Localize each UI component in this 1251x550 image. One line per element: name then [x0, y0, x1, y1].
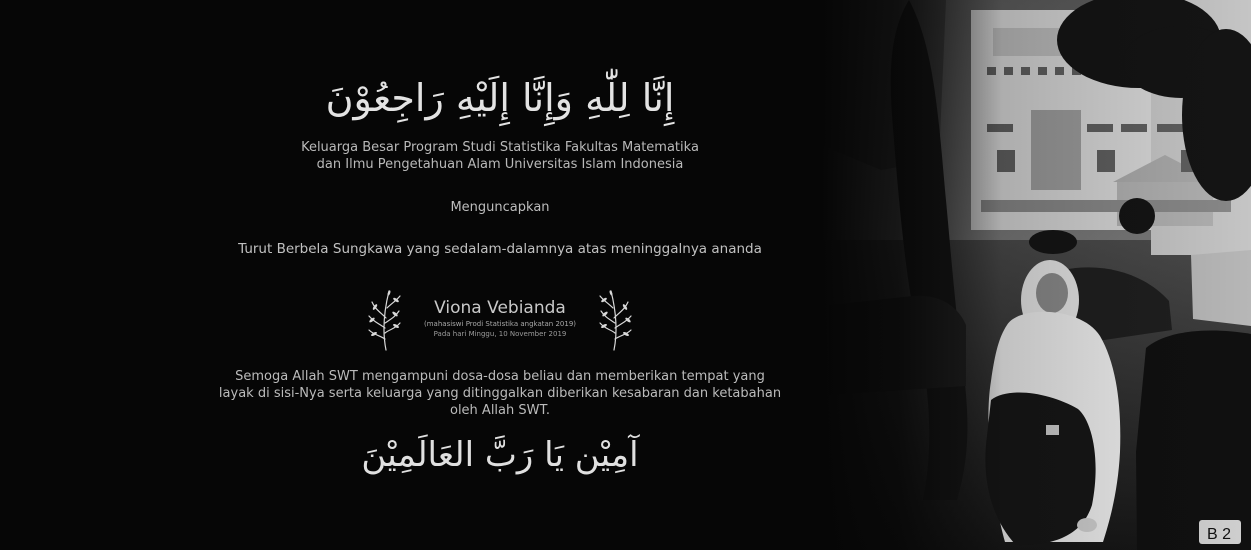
family-line-1: Keluarga Besar Program Studi Statistika Fakultas Matematika: [301, 140, 699, 155]
mengucapkan-text: Menguncapkan: [450, 200, 550, 215]
family-line-2: dan Ilmu Pengetahuan Alam Universitas Islam Indonesia: [316, 157, 684, 172]
arabic-closing: آمِيْن يَا رَبَّ العَالَمِيْنَ: [361, 435, 639, 475]
condolence-text: Turut Berbela Sungkawa yang sedalam-dalamnya atas meninggalnya ananda: [238, 241, 762, 257]
name-block: [365, 287, 635, 353]
prayer-line-1: Semoga Allah SWT mengampuni dosa-dosa beliau dan memberikan tempat yang: [235, 369, 765, 384]
prayer-line-3: oleh Allah SWT.: [449, 403, 551, 418]
right-olive-branch-icon: [597, 287, 635, 353]
prayer-message: [206, 368, 794, 419]
death-date: Pada hari Minggu, 10 November 2019: [433, 330, 567, 338]
prayer-line-2: layak di sisi-Nya serta keluarga yang ditinggalkan diberikan kesabaran dan ketabahan: [218, 386, 782, 401]
deceased-name: Viona Vebianda: [434, 298, 566, 318]
memorial-photo: [821, 0, 1251, 550]
family-message: [190, 139, 810, 173]
condolence-card-content: [190, 0, 810, 550]
deceased-subtitle: (mahasiswi Prodi Statistika angkatan 2019): [424, 320, 576, 328]
left-olive-branch-icon: [365, 287, 403, 353]
arabic-title: إِنَّا لِلّٰهِ وَإِنَّا إِلَيْهِ رَاجِعُوْنَ: [325, 76, 675, 120]
